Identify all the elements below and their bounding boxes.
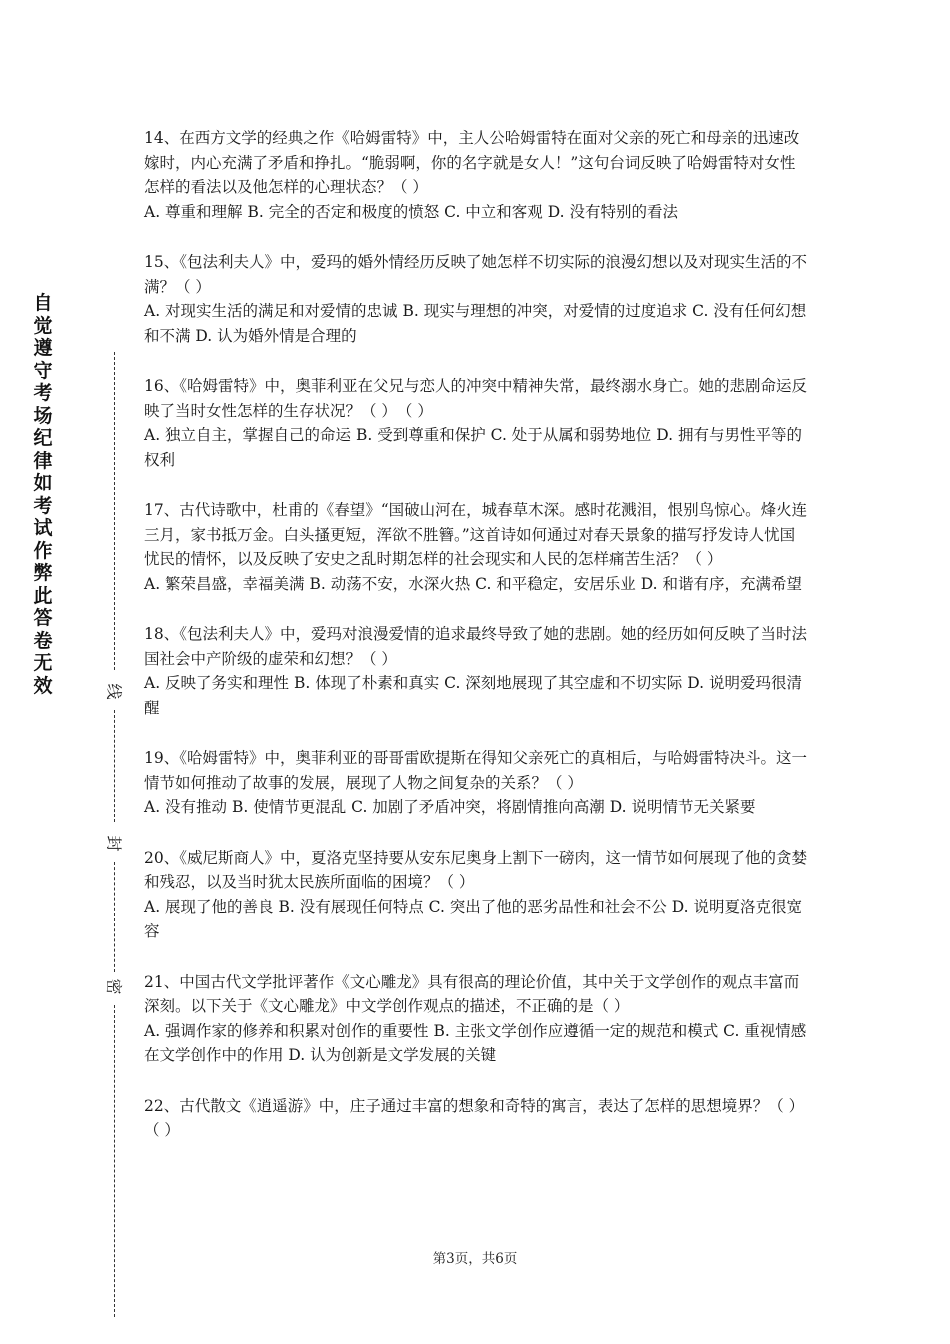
question-stem: 20、《威尼斯商人》中，夏洛克坚持要从安东尼奥身上割下一磅肉，这一情节如何展现了他的贪婪和残忍，以及当时犹太民族所面临的困境？（ ）	[144, 848, 807, 891]
question-options: A. 展现了他的善良 B. 没有展现任何特点 C. 突出了他的恶劣品性和社会不公 D. 说明夏洛克很宽容	[144, 897, 802, 940]
question-item	[144, 622, 808, 720]
seal-line-label-secret: 密	[104, 977, 127, 997]
seal-line-segment	[114, 1005, 115, 1317]
seal-line-label-line: 线	[104, 682, 127, 702]
question-item	[144, 1094, 812, 1143]
question-stem: 21、中国古代文学批评著作《文心雕龙》具有很高的理论价值，其中关于文学创作的观点丰富而深刻。以下关于《文心雕龙》中文学创作观点的描述，不正确的是（ ）	[144, 972, 800, 1015]
question-options: A. 独立自主，掌握自己的命运 B. 受到尊重和保护 C. 处于从属和弱势地位 D. 拥有与男性平等的权利	[144, 426, 802, 469]
question-item	[144, 126, 808, 224]
question-stem: 17、古代诗歌中，杜甫的《春望》“国破山河在，城春草木深。感时花溅泪，恨别鸟惊心。烽火连三月，家书抵万金。白头搔更短，浑欲不胜簪。”这首诗如何通过对春天景象的描写抒发诗人忧国忧民的情怀，以及反映了安史之乱时期怎样的社会现实和人民的怎样痛苦生活？（ ）	[144, 501, 808, 568]
question-options: A. 强调作家的修养和积累对创作的重要性 B. 主张文学创作应遵循一定的规范和模式 C. 重视情感在文学创作中的作用 D. 认为创新是文学发展的关键	[144, 1021, 807, 1064]
exam-discipline-notice: 自觉遵守考场纪律如考试作弊此答卷无效	[33, 292, 53, 697]
question-stem: 15、《包法利夫人》中，爱玛的婚外情经历反映了她怎样不切实际的浪漫幻想以及对现实生活的不满？（ ）	[144, 253, 807, 296]
seal-line-segment	[114, 352, 115, 670]
page-number: 第3页，共6页	[432, 1251, 518, 1267]
seal-line-segment	[114, 710, 115, 822]
question-item	[144, 746, 808, 820]
seal-line-label-seal: 封	[104, 834, 127, 854]
question-item	[144, 846, 808, 944]
question-stem: 18、《包法利夫人》中，爱玛对浪漫爱情的追求最终导致了她的悲剧。她的经历如何反映了当时法国社会中产阶级的虚荣和幻想？（ ）	[144, 625, 807, 668]
question-stem: 14、在西方文学的经典之作《哈姆雷特》中，主人公哈姆雷特在面对父亲的死亡和母亲的迅速改嫁时，内心充满了矛盾和挣扎。“脆弱啊，你的名字就是女人！”这句台词反映了哈姆雷特对女性怎样的看法以及他怎样的心理状态？（ ）	[144, 129, 800, 196]
question-options: A. 对现实生活的满足和对爱情的忠诚 B. 现实与理想的冲突，对爱情的过度追求 C. 没有任何幻想和不满 D. 认为婚外情是合理的	[144, 302, 807, 345]
question-stem: 19、《哈姆雷特》中，奥菲利亚的哥哥雷欧提斯在得知父亲死亡的真相后，与哈姆雷特决斗。这一情节如何推动了故事的发展，展现了人物之间复杂的关系？（ ）	[144, 749, 807, 792]
question-stem: 16、《哈姆雷特》中，奥菲利亚在父兄与恋人的冲突中精神失常，最终溺水身亡。她的悲剧命运反映了当时女性怎样的生存状况？（ ） （ ）	[144, 377, 807, 420]
question-item	[144, 250, 808, 348]
question-list	[144, 126, 812, 1169]
question-item	[144, 498, 808, 596]
question-item	[144, 970, 808, 1068]
question-options: A. 反映了务实和理性 B. 体现了朴素和真实 C. 深刻地展现了其空虚和不切实际 D. 说明爱玛很清醒	[144, 674, 802, 717]
question-item	[144, 374, 808, 472]
question-options: A. 没有推动 B. 使情节更混乱 C. 加剧了矛盾冲突，将剧情推向高潮 D. 说明情节无关紧要	[144, 798, 756, 816]
seal-line-segment	[114, 862, 115, 972]
question-stem: 22、古代散文《逍遥游》中，庄子通过丰富的想象和奇特的寓言，表达了怎样的思想境界？（ ） （ ）	[144, 1096, 812, 1139]
question-options: A. 繁荣昌盛，幸福美满 B. 动荡不安，水深火热 C. 和平稳定，安居乐业 D. 和谐有序，充满希望	[144, 574, 802, 593]
question-options: A. 尊重和理解 B. 完全的否定和极度的愤怒 C. 中立和客观 D. 没有特别的看法	[144, 202, 678, 221]
